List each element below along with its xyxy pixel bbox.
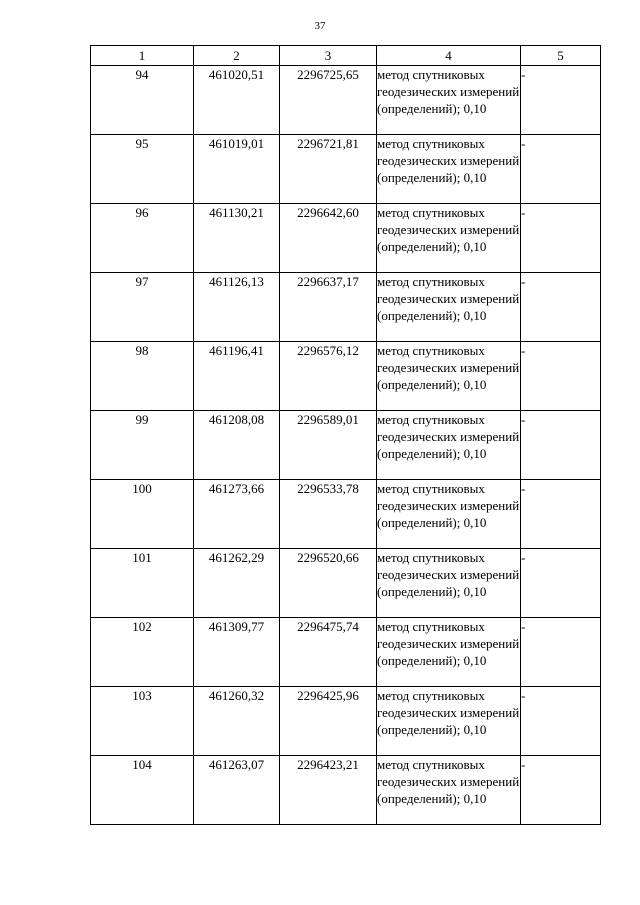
col5-value: - — [521, 66, 601, 135]
y-coordinate: 2296637,17 — [280, 273, 377, 342]
header-col-3: 3 — [280, 46, 377, 66]
table-row — [91, 480, 601, 549]
table-row — [91, 687, 601, 756]
x-coordinate: 461260,32 — [194, 687, 280, 756]
x-coordinate: 461126,13 — [194, 273, 280, 342]
method-accuracy: метод спутниковых геодезических измерений (определений); 0,10 — [377, 204, 521, 273]
col5-value: - — [521, 687, 601, 756]
y-coordinate: 2296725,65 — [280, 66, 377, 135]
header-col-4: 4 — [377, 46, 521, 66]
col5-value: - — [521, 135, 601, 204]
col5-value: - — [521, 756, 601, 825]
col5-value: - — [521, 549, 601, 618]
x-coordinate: 461273,66 — [194, 480, 280, 549]
point-number: 103 — [91, 687, 194, 756]
point-number: 94 — [91, 66, 194, 135]
x-coordinate: 461020,51 — [194, 66, 280, 135]
col5-value: - — [521, 204, 601, 273]
coordinates-table — [90, 45, 601, 825]
method-accuracy: метод спутниковых геодезических измерений (определений); 0,10 — [377, 135, 521, 204]
col5-value: - — [521, 273, 601, 342]
method-accuracy: метод спутниковых геодезических измерений (определений); 0,10 — [377, 273, 521, 342]
y-coordinate: 2296721,81 — [280, 135, 377, 204]
col5-value: - — [521, 411, 601, 480]
y-coordinate: 2296533,78 — [280, 480, 377, 549]
table-row — [91, 411, 601, 480]
x-coordinate: 461263,07 — [194, 756, 280, 825]
table-body — [91, 66, 601, 825]
y-coordinate: 2296642,60 — [280, 204, 377, 273]
method-accuracy: метод спутниковых геодезических измерений (определений); 0,10 — [377, 618, 521, 687]
y-coordinate: 2296576,12 — [280, 342, 377, 411]
method-accuracy: метод спутниковых геодезических измерений (определений); 0,10 — [377, 687, 521, 756]
table-row — [91, 549, 601, 618]
x-coordinate: 461130,21 — [194, 204, 280, 273]
method-accuracy: метод спутниковых геодезических измерений (определений); 0,10 — [377, 756, 521, 825]
table-row — [91, 204, 601, 273]
table-row — [91, 273, 601, 342]
y-coordinate: 2296520,66 — [280, 549, 377, 618]
col5-value: - — [521, 618, 601, 687]
method-accuracy: метод спутниковых геодезических измерений (определений); 0,10 — [377, 549, 521, 618]
x-coordinate: 461208,08 — [194, 411, 280, 480]
header-row — [91, 46, 601, 66]
method-accuracy: метод спутниковых геодезических измерений (определений); 0,10 — [377, 480, 521, 549]
point-number: 102 — [91, 618, 194, 687]
point-number: 98 — [91, 342, 194, 411]
y-coordinate: 2296423,21 — [280, 756, 377, 825]
col5-value: - — [521, 480, 601, 549]
x-coordinate: 461019,01 — [194, 135, 280, 204]
header-col-1: 1 — [91, 46, 194, 66]
table-header — [91, 46, 601, 66]
col5-value: - — [521, 342, 601, 411]
table-row — [91, 342, 601, 411]
point-number: 104 — [91, 756, 194, 825]
point-number: 96 — [91, 204, 194, 273]
y-coordinate: 2296589,01 — [280, 411, 377, 480]
page-number: 37 — [314, 20, 326, 32]
method-accuracy: метод спутниковых геодезических измерений (определений); 0,10 — [377, 66, 521, 135]
x-coordinate: 461262,29 — [194, 549, 280, 618]
point-number: 97 — [91, 273, 194, 342]
table-row — [91, 618, 601, 687]
point-number: 99 — [91, 411, 194, 480]
table-row — [91, 756, 601, 825]
y-coordinate: 2296425,96 — [280, 687, 377, 756]
x-coordinate: 461309,77 — [194, 618, 280, 687]
table-row — [91, 135, 601, 204]
x-coordinate: 461196,41 — [194, 342, 280, 411]
method-accuracy: метод спутниковых геодезических измерений (определений); 0,10 — [377, 411, 521, 480]
method-accuracy: метод спутниковых геодезических измерений (определений); 0,10 — [377, 342, 521, 411]
header-col-5: 5 — [521, 46, 601, 66]
point-number: 101 — [91, 549, 194, 618]
y-coordinate: 2296475,74 — [280, 618, 377, 687]
point-number: 95 — [91, 135, 194, 204]
table-row — [91, 66, 601, 135]
point-number: 100 — [91, 480, 194, 549]
header-col-2: 2 — [194, 46, 280, 66]
